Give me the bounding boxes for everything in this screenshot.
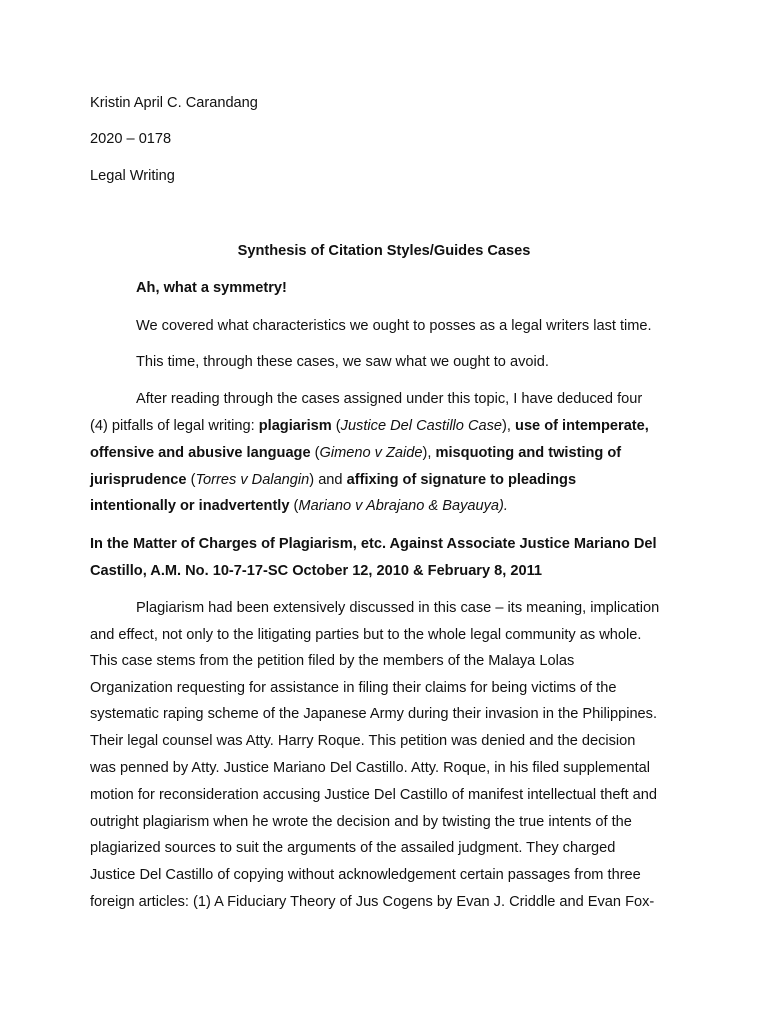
intro-paragraph-1: We covered what characteristics we ought to posses as a legal writers last time. [136, 318, 652, 334]
case-heading-line-1: In the Matter of Charges of Plagiarism, etc. Against Associate Justice Mariano Del [90, 536, 657, 552]
intro-paragraph-3-line-4: jurisprudence (Torres v Dalangin) and affixing of signature to pleadings [90, 472, 577, 488]
intro-paragraph-3-line-2: (4) pitfalls of legal writing: plagiarism (Justice Del Castillo Case), use of intemperate, [90, 418, 649, 434]
document-title: Synthesis of Citation Styles/Guides Cases [237, 243, 531, 259]
body-line: Their legal counsel was Atty. Harry Roque. This petition was denied and the decision [90, 733, 636, 749]
body-line: and effect, not only to the litigating parties but to the whole legal community as whole. [90, 627, 642, 643]
body-line: plagiarized sources to suit the arguments of the assailed judgment. They charged [90, 840, 616, 856]
student-id: 2020 – 0178 [90, 131, 172, 147]
intro-paragraph-3-line-1: After reading through the cases assigned under this topic, I have deduced four [136, 391, 643, 407]
body-line: was penned by Atty. Justice Mariano Del Castillo. Atty. Roque, in his filed supplemental [90, 760, 650, 776]
body-line: systematic raping scheme of the Japanese Army during their invasion in the Philippines. [90, 706, 658, 722]
document-subtitle: Ah, what a symmetry! [136, 280, 287, 296]
intro-paragraph-3-line-3: offensive and abusive language (Gimeno v Zaide), misquoting and twisting of [90, 445, 622, 461]
body-line: Justice Del Castillo of copying without acknowledgement certain passages from three [90, 867, 641, 883]
intro-paragraph-3-line-5: intentionally or inadvertently (Mariano v Abrajano & Bayauya). [90, 498, 508, 514]
course-name: Legal Writing [90, 168, 175, 184]
body-line: outright plagiarism when he wrote the decision and by twisting the true intents of the [90, 814, 632, 830]
body-line: foreign articles: (1) A Fiduciary Theory of Jus Cogens by Evan J. Criddle and Evan Fox- [90, 894, 655, 910]
body-line: This case stems from the petition filed by the members of the Malaya Lolas [90, 653, 575, 669]
intro-paragraph-2: This time, through these cases, we saw what we ought to avoid. [136, 354, 549, 370]
case-heading-line-2: Castillo, A.M. No. 10-7-17-SC October 12, 2010 & February 8, 2011 [90, 563, 543, 579]
body-line: Organization requesting for assistance in filing their claims for being victims of the [90, 680, 617, 696]
author-name: Kristin April C. Carandang [90, 95, 258, 111]
body-line: Plagiarism had been extensively discussed in this case – its meaning, implication [136, 600, 660, 616]
body-line: motion for reconsideration accusing Justice Del Castillo of manifest intellectual theft and [90, 787, 658, 803]
